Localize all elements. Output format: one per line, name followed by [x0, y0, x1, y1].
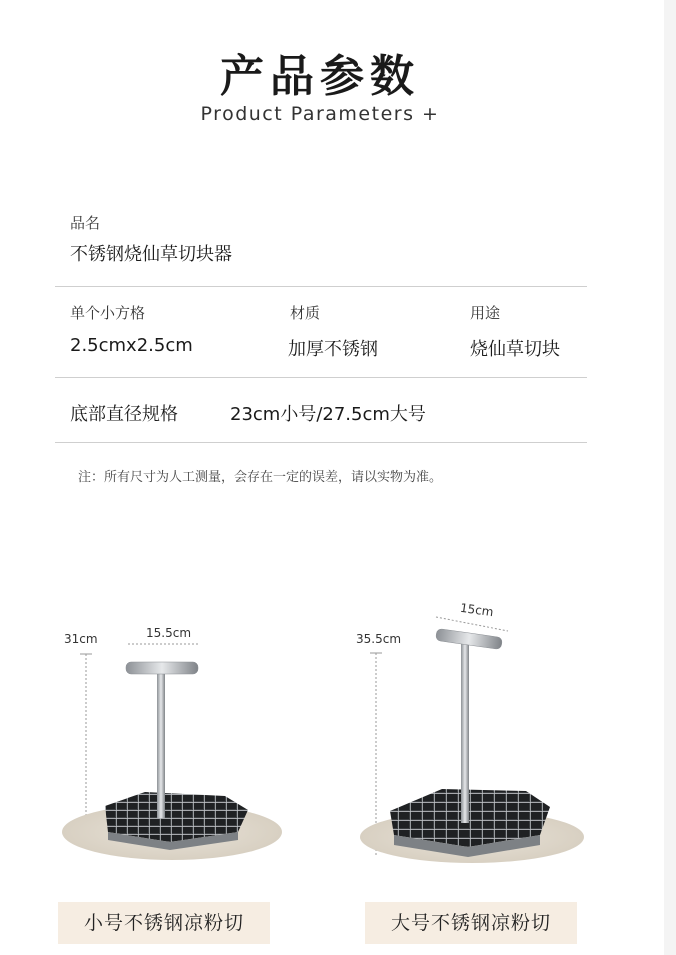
- base-label: 底部直径规格: [70, 404, 178, 425]
- right-edge-strip: [664, 0, 676, 955]
- small-product-image: [50, 610, 310, 880]
- base-value: 23cm小号/27.5cm大号: [230, 404, 426, 425]
- material-label: 材质: [290, 304, 321, 322]
- divider-1: [55, 286, 587, 287]
- small-cutter-illustration: [50, 610, 310, 880]
- small-product-caption: 小号不锈钢凉粉切: [58, 902, 270, 944]
- divider-3: [55, 442, 587, 443]
- usage-value: 烧仙草切块: [470, 339, 560, 360]
- large-height-label: 35.5cm: [356, 632, 402, 646]
- small-height-label: 31cm: [64, 632, 98, 646]
- page-subtitle: Product Parameters +: [200, 103, 440, 125]
- small-width-label: 15.5cm: [146, 626, 192, 640]
- large-width-label: 15cm: [459, 600, 495, 620]
- measurement-note: 注：所有尺寸为人工测量，会存在一定的误差，请以实物为准。: [78, 470, 443, 485]
- name-label: 品名: [70, 214, 101, 232]
- material-value: 加厚不锈钢: [288, 339, 378, 360]
- large-product-caption: 大号不锈钢凉粉切: [365, 902, 577, 944]
- grid-label: 单个小方格: [70, 304, 146, 322]
- page-title: 产品参数: [220, 51, 420, 102]
- large-product-image: [350, 595, 590, 880]
- divider-2: [55, 377, 587, 378]
- usage-label: 用途: [470, 304, 501, 322]
- name-value: 不锈钢烧仙草切块器: [70, 244, 232, 265]
- grid-value: 2.5cmx2.5cm: [70, 335, 193, 356]
